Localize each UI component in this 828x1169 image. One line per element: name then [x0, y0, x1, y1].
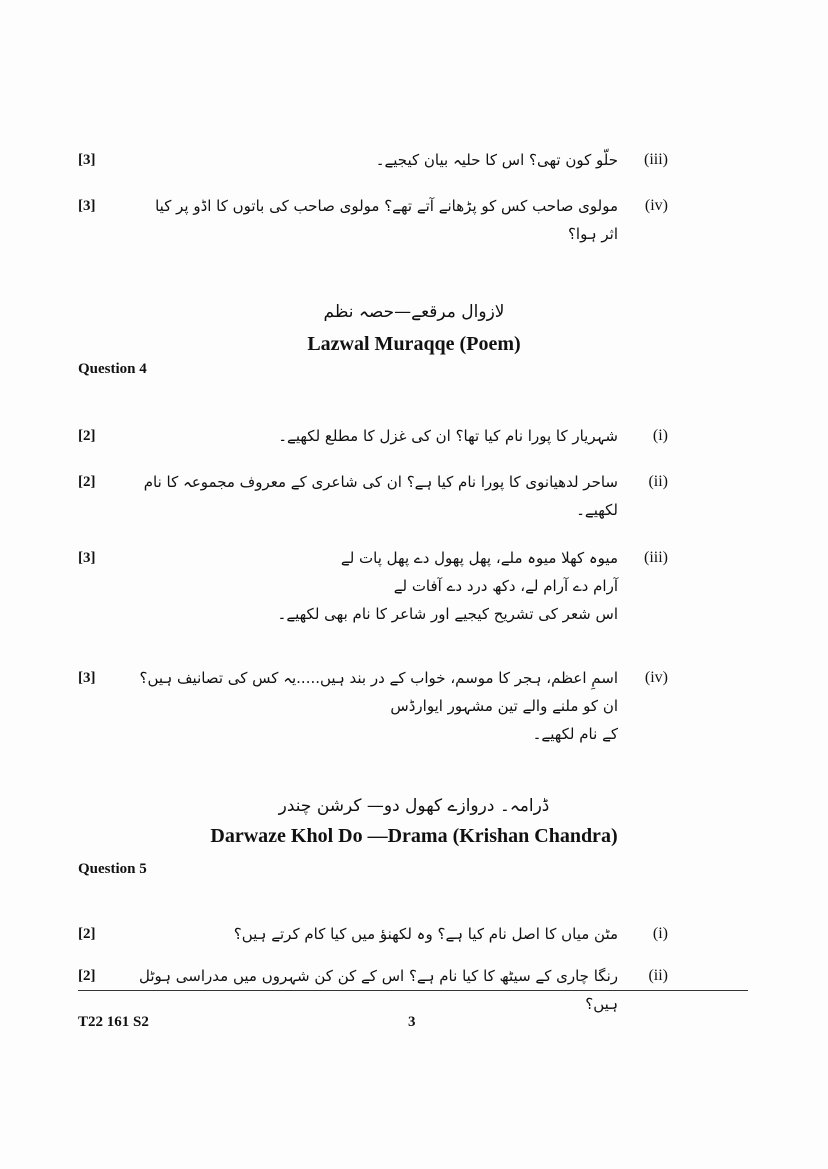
- question-text: مٹن میاں کا اصل نام کیا ہے؟ وہ لکھنؤ میں کیا کام کرتے ہیں؟: [233, 925, 618, 943]
- marks: [3]: [78, 550, 96, 566]
- marks: [2]: [78, 926, 96, 942]
- question-4-i: [78, 422, 668, 450]
- marks: [3]: [78, 670, 96, 686]
- marks: [3]: [78, 198, 96, 214]
- page-number: 3: [408, 1014, 416, 1030]
- question-text: رنگا چاری کے سیٹھ کا کیا نام ہے؟ اس کے کن کن شہروں میں مدراسی ہوٹل ہیں؟: [138, 967, 618, 1013]
- marks: [2]: [78, 968, 96, 984]
- section-urdu-title: ڈرامہ۔ دروازے کھول دو— کرشن چندر: [278, 796, 550, 816]
- question-text: اسمِ اعظم، ہجر کا موسم، خواب کے در بند ہیں.....یہ کس کی تصانیف ہیں؟ ان کو ملنے والے تین مشہور ایوارڈس: [139, 669, 618, 715]
- question-number: (iv): [644, 197, 668, 214]
- question-heading: Question 5: [78, 861, 147, 877]
- question-number: (ii): [648, 967, 668, 984]
- marks: [2]: [78, 428, 96, 444]
- question-4-iv: [78, 664, 668, 748]
- question-text-block: [128, 664, 618, 748]
- question-text: حلّو کون تھی؟ اس کا حلیہ بیان کیجیے۔: [375, 151, 618, 169]
- question-number: (i): [652, 427, 668, 444]
- question-text: اس شعر کی تشریح کیجیے اور شاعر کا نام بھی لکھیے۔: [277, 605, 618, 623]
- paper-code: T22 161 S2: [78, 1014, 149, 1030]
- question-text-block: [128, 544, 618, 628]
- question-heading: Question 4: [78, 361, 147, 377]
- question-number: (iii): [644, 151, 668, 168]
- marks: [2]: [78, 474, 96, 490]
- question-number: (i): [652, 925, 668, 942]
- question-number: (ii): [648, 473, 668, 490]
- section-urdu-title: لازوال مرقعے—حصہ نظم: [323, 302, 505, 322]
- question-text: ساحر لدھیانوی کا پورا نام کیا ہے؟ ان کی شاعری کے معروف مجموعہ کا نام لکھیے۔: [143, 473, 618, 519]
- question-4-ii: [78, 468, 668, 524]
- section-title: Lazwal Muraqqe (Poem): [307, 333, 521, 355]
- question-3-iv: [78, 192, 668, 248]
- verse-line-1: میوہ کھلا میوہ ملے، پھل پھول دے پھل پات لے: [340, 549, 618, 567]
- question-5-i: [78, 920, 668, 948]
- question-3-iii: [78, 146, 668, 174]
- question-text: مولوی صاحب کس کو پڑھانے آتے تھے؟ مولوی صاحب کی باتوں کا اڈو پر کیا اثر ہوا؟: [155, 197, 618, 243]
- marks: [3]: [78, 152, 96, 168]
- question-text-cont: کے نام لکھیے۔: [532, 725, 618, 743]
- section-title: Darwaze Khol Do —Drama (Krishan Chandra): [210, 825, 618, 847]
- question-number: (iii): [644, 549, 668, 566]
- question-4-iii: [78, 544, 668, 628]
- footer-divider: [78, 990, 748, 991]
- verse-line-2: آرام دے آرام لے، دکھ درد دے آفات لے: [393, 577, 618, 595]
- question-number: (iv): [644, 669, 668, 686]
- question-text: شہریار کا پورا نام کیا تھا؟ ان کی غزل کا مطلع لکھیے۔: [278, 427, 618, 445]
